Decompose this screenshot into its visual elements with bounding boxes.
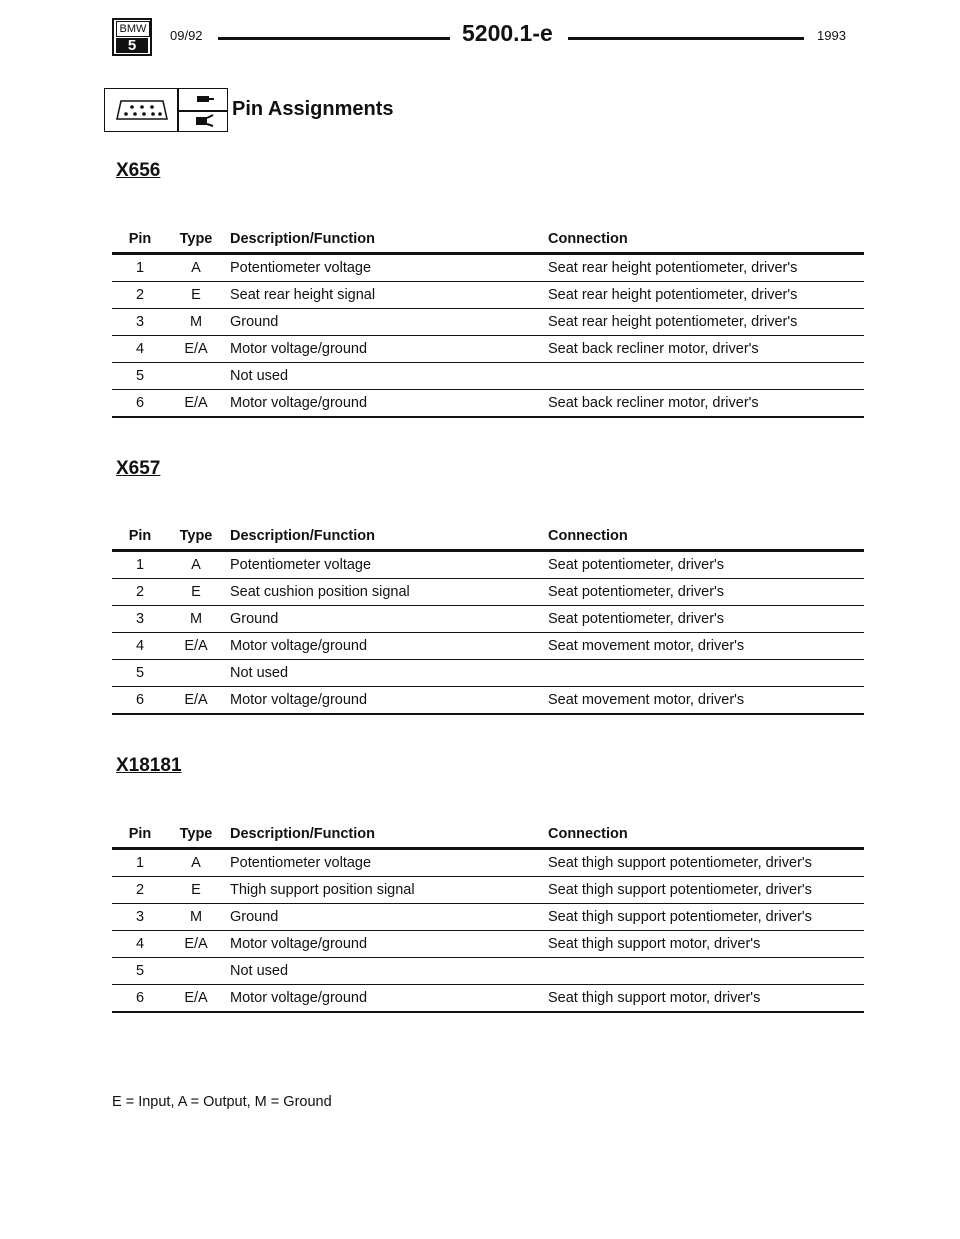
cell-description: Motor voltage/ground [224, 931, 548, 958]
plug-socket-icon [193, 113, 215, 127]
cell-connection: Seat movement motor, driver's [548, 687, 864, 715]
table-row [112, 985, 864, 1013]
col-pin-header: Pin [112, 523, 168, 551]
cell-pin: 1 [112, 849, 168, 877]
cell-connection: Seat thigh support potentiometer, driver's [548, 877, 864, 904]
cell-pin: 5 [112, 660, 168, 687]
cell-description: Seat cushion position signal [224, 579, 548, 606]
cell-pin: 3 [112, 309, 168, 336]
cell-pin: 2 [112, 579, 168, 606]
cell-connection: Seat potentiometer, driver's [548, 579, 864, 606]
pin-table [112, 523, 864, 715]
table-row [112, 254, 864, 282]
cell-connection: Seat potentiometer, driver's [548, 606, 864, 633]
cell-pin: 1 [112, 254, 168, 282]
cell-type: E/A [168, 985, 224, 1013]
cell-connection [548, 660, 864, 687]
cell-pin: 5 [112, 363, 168, 390]
cell-type: E [168, 877, 224, 904]
cell-type: E [168, 282, 224, 309]
cell-description: Motor voltage/ground [224, 390, 548, 418]
table-row [112, 390, 864, 418]
section-title: X657 [116, 458, 161, 479]
cell-pin: 2 [112, 282, 168, 309]
cell-description: Not used [224, 660, 548, 687]
connector-symbol-box [104, 88, 228, 132]
cell-connection: Seat thigh support motor, driver's [548, 985, 864, 1013]
col-connection-header: Connection [548, 523, 864, 551]
cell-description: Thigh support position signal [224, 877, 548, 904]
cell-description: Motor voltage/ground [224, 633, 548, 660]
plug-pin-icon [193, 93, 215, 105]
table-row [112, 633, 864, 660]
table-row [112, 877, 864, 904]
cell-type [168, 660, 224, 687]
cell-connection: Seat back recliner motor, driver's [548, 390, 864, 418]
col-description-header: Description/Function [224, 523, 548, 551]
col-type-header: Type [168, 226, 224, 254]
cell-description: Not used [224, 958, 548, 985]
cell-description: Motor voltage/ground [224, 985, 548, 1013]
table-header-row [112, 226, 864, 254]
cell-connection: Seat rear height potentiometer, driver's [548, 282, 864, 309]
header-rule-right [568, 37, 804, 40]
header-rule-left [218, 37, 450, 40]
table-row [112, 606, 864, 633]
bmw-logo-text: BMW [116, 21, 150, 37]
cell-pin: 1 [112, 551, 168, 579]
header-date: 09/92 [170, 28, 203, 43]
section-title: X656 [116, 160, 161, 181]
cell-description: Not used [224, 363, 548, 390]
cell-type: M [168, 904, 224, 931]
cell-description: Motor voltage/ground [224, 336, 548, 363]
col-pin-header: Pin [112, 226, 168, 254]
table-row [112, 363, 864, 390]
cell-pin: 6 [112, 390, 168, 418]
col-connection-header: Connection [548, 226, 864, 254]
cell-connection: Seat rear height potentiometer, driver's [548, 309, 864, 336]
col-description-header: Description/Function [224, 226, 548, 254]
page-title: Pin Assignments [232, 98, 394, 120]
table-header-row [112, 523, 864, 551]
cell-type: E/A [168, 633, 224, 660]
cell-type [168, 958, 224, 985]
cell-description: Potentiometer voltage [224, 254, 548, 282]
cell-connection: Seat thigh support motor, driver's [548, 931, 864, 958]
cell-connection: Seat back recliner motor, driver's [548, 336, 864, 363]
cell-pin: 4 [112, 633, 168, 660]
cell-connection: Seat potentiometer, driver's [548, 551, 864, 579]
table-row [112, 309, 864, 336]
table-row [112, 551, 864, 579]
cell-pin: 2 [112, 877, 168, 904]
table-row [112, 958, 864, 985]
cell-connection: Seat movement motor, driver's [548, 633, 864, 660]
cell-type: A [168, 849, 224, 877]
cell-pin: 3 [112, 904, 168, 931]
cell-connection: Seat rear height potentiometer, driver's [548, 254, 864, 282]
bmw-series-badge: 5 [116, 38, 148, 53]
table-row [112, 660, 864, 687]
cell-type: E/A [168, 931, 224, 958]
cell-type: E [168, 579, 224, 606]
table-row [112, 904, 864, 931]
cell-description: Potentiometer voltage [224, 849, 548, 877]
col-description-header: Description/Function [224, 821, 548, 849]
header-year: 1993 [817, 28, 846, 43]
cell-pin: 3 [112, 606, 168, 633]
table-header-row [112, 821, 864, 849]
cell-description: Motor voltage/ground [224, 687, 548, 715]
table-row [112, 849, 864, 877]
cell-connection: Seat thigh support potentiometer, driver's [548, 904, 864, 931]
cell-type: E/A [168, 687, 224, 715]
cell-connection: Seat thigh support potentiometer, driver's [548, 849, 864, 877]
col-connection-header: Connection [548, 821, 864, 849]
cell-type: E/A [168, 336, 224, 363]
cell-type: M [168, 309, 224, 336]
section-title: X18181 [116, 755, 182, 776]
cell-type: M [168, 606, 224, 633]
col-type-header: Type [168, 821, 224, 849]
cell-description: Seat rear height signal [224, 282, 548, 309]
cell-pin: 4 [112, 931, 168, 958]
symbol-divider-horizontal [177, 110, 227, 112]
cell-pin: 6 [112, 985, 168, 1013]
cell-type [168, 363, 224, 390]
bmw-logo [112, 18, 152, 56]
cell-description: Ground [224, 309, 548, 336]
cell-connection [548, 363, 864, 390]
cell-description: Potentiometer voltage [224, 551, 548, 579]
cell-type: A [168, 551, 224, 579]
table-row [112, 931, 864, 958]
col-pin-header: Pin [112, 821, 168, 849]
cell-pin: 4 [112, 336, 168, 363]
cell-description: Ground [224, 904, 548, 931]
col-type-header: Type [168, 523, 224, 551]
cell-type: A [168, 254, 224, 282]
type-legend: E = Input, A = Output, M = Ground [112, 1094, 332, 1110]
table-row [112, 336, 864, 363]
document-number: 5200.1-e [462, 20, 553, 46]
cell-pin: 6 [112, 687, 168, 715]
table-row [112, 687, 864, 715]
cell-connection [548, 958, 864, 985]
pin-table [112, 821, 864, 1013]
table-row [112, 282, 864, 309]
table-row [112, 579, 864, 606]
pin-table [112, 226, 864, 418]
cell-pin: 5 [112, 958, 168, 985]
connector-icon [115, 98, 169, 122]
cell-description: Ground [224, 606, 548, 633]
page-header [112, 18, 852, 58]
cell-type: E/A [168, 390, 224, 418]
